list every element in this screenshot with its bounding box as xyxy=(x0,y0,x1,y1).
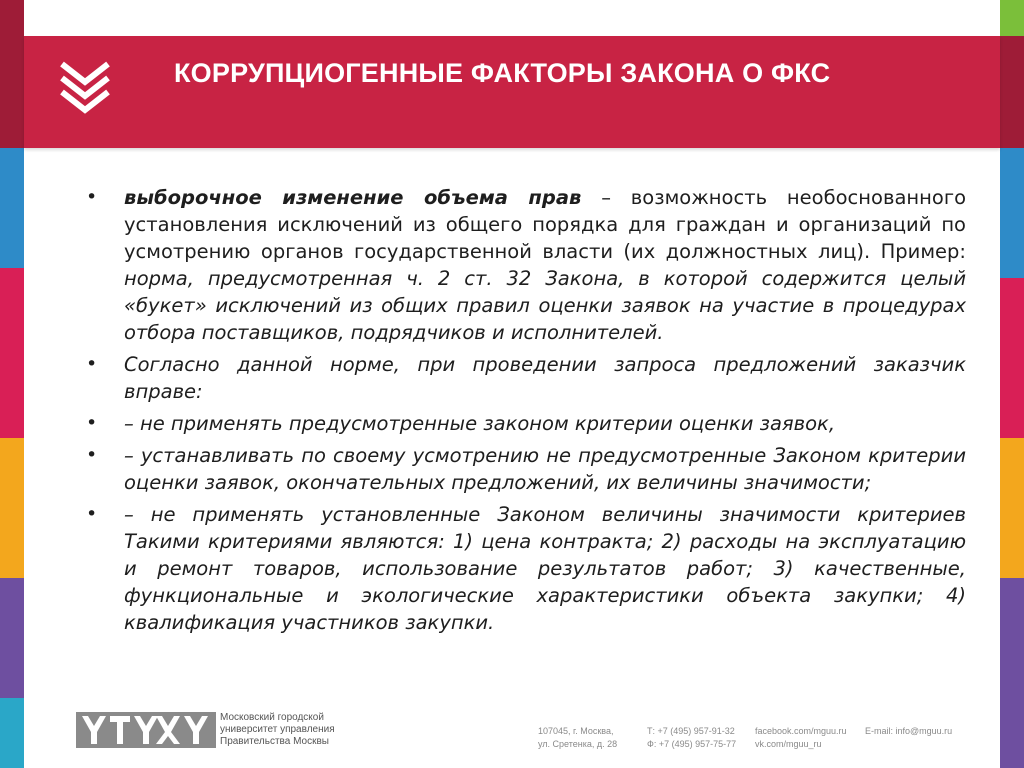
right-color-stripes xyxy=(1000,0,1024,768)
bullet-marker: • xyxy=(86,444,98,466)
vk-link[interactable]: vk.com/mguu_ru xyxy=(755,739,822,749)
stripe xyxy=(1000,578,1024,768)
bullet-text: – не применять предусмотренные законом критерии оценки заявок, xyxy=(124,412,836,435)
bullet-text: – устанавливать по своему усмотрению не предусмотренные Законом критерии оценки заявок, окончательных предложений, их величины значимости; xyxy=(124,444,966,494)
university-name-line: университет управления xyxy=(220,724,335,735)
footer-social xyxy=(755,725,847,751)
bullet-term: выборочное изменение объема прав xyxy=(124,186,582,209)
phone-line: Т: +7 (495) 957-91-32 xyxy=(647,726,735,736)
footer-address xyxy=(538,725,617,751)
fax-line: Ф: +7 (495) 957-75-77 xyxy=(647,739,737,749)
list-item xyxy=(86,351,966,405)
list-item xyxy=(86,410,966,437)
stripe xyxy=(0,148,24,268)
facebook-link[interactable]: facebook.com/mguu.ru xyxy=(755,726,847,736)
footer-phones xyxy=(647,725,736,751)
university-name-line: Правительства Москвы xyxy=(220,736,329,747)
bullet-text: – не применять установленные Законом величины значимости критериев Такими критериями являются: 1) цена контракта; 2) расходы на эксплуатацию и ремонт товаров, использование результатов работ; 3) качественные, функциональные и экологические характеристики объекта закупки; 4) квалификация участников закупки. xyxy=(124,503,966,634)
bullet-marker: • xyxy=(86,503,98,525)
title-bar xyxy=(24,36,1000,148)
stripe xyxy=(1000,438,1024,578)
stripe xyxy=(0,0,24,148)
bullet-text: – возможность необоснованного установления исключений из общего порядка для граждан и организаций по усмотрению органов государственной власти (их должностных лиц). Пример: xyxy=(124,186,966,263)
footer-email xyxy=(865,725,952,738)
stripe xyxy=(1000,0,1024,36)
bullet-list xyxy=(86,184,966,641)
stripe xyxy=(0,268,24,438)
stripe xyxy=(1000,278,1024,438)
bullet-example: норма, предусмотренная ч. 2 ст. 32 Закона, в которой содержится целый «букет» исключений из общих правил оценки заявок на участие в процедурах отбора поставщиков, подрядчиков и исполнителей. xyxy=(124,267,966,344)
slide-title: КОРРУПЦИОГЕННЫЕ ФАКТОРЫ ЗАКОНА О ФКС xyxy=(174,58,831,88)
bullet-marker: • xyxy=(86,412,98,434)
list-item xyxy=(86,184,966,346)
university-name xyxy=(220,712,335,748)
university-name-line: Московский городской xyxy=(220,712,324,723)
bullet-text: Согласно данной норме, при проведении запроса предложений заказчик вправе: xyxy=(124,353,966,403)
list-item xyxy=(86,501,966,636)
stripe xyxy=(1000,148,1024,278)
slide xyxy=(24,0,1000,768)
address-line: 107045, г. Москва, xyxy=(538,726,614,736)
address-line: ул. Сретенка, д. 28 xyxy=(538,739,618,749)
email-link[interactable]: E-mail: info@mguu.ru xyxy=(865,726,953,736)
bullet-marker: • xyxy=(86,353,98,375)
university-logo xyxy=(76,712,216,748)
stripe xyxy=(0,698,24,768)
stripe xyxy=(0,438,24,578)
stripe xyxy=(0,578,24,698)
stripe xyxy=(1000,36,1024,148)
chevrons-down-icon xyxy=(58,58,112,114)
left-color-stripes xyxy=(0,0,24,768)
bullet-marker: • xyxy=(86,186,98,208)
list-item xyxy=(86,442,966,496)
